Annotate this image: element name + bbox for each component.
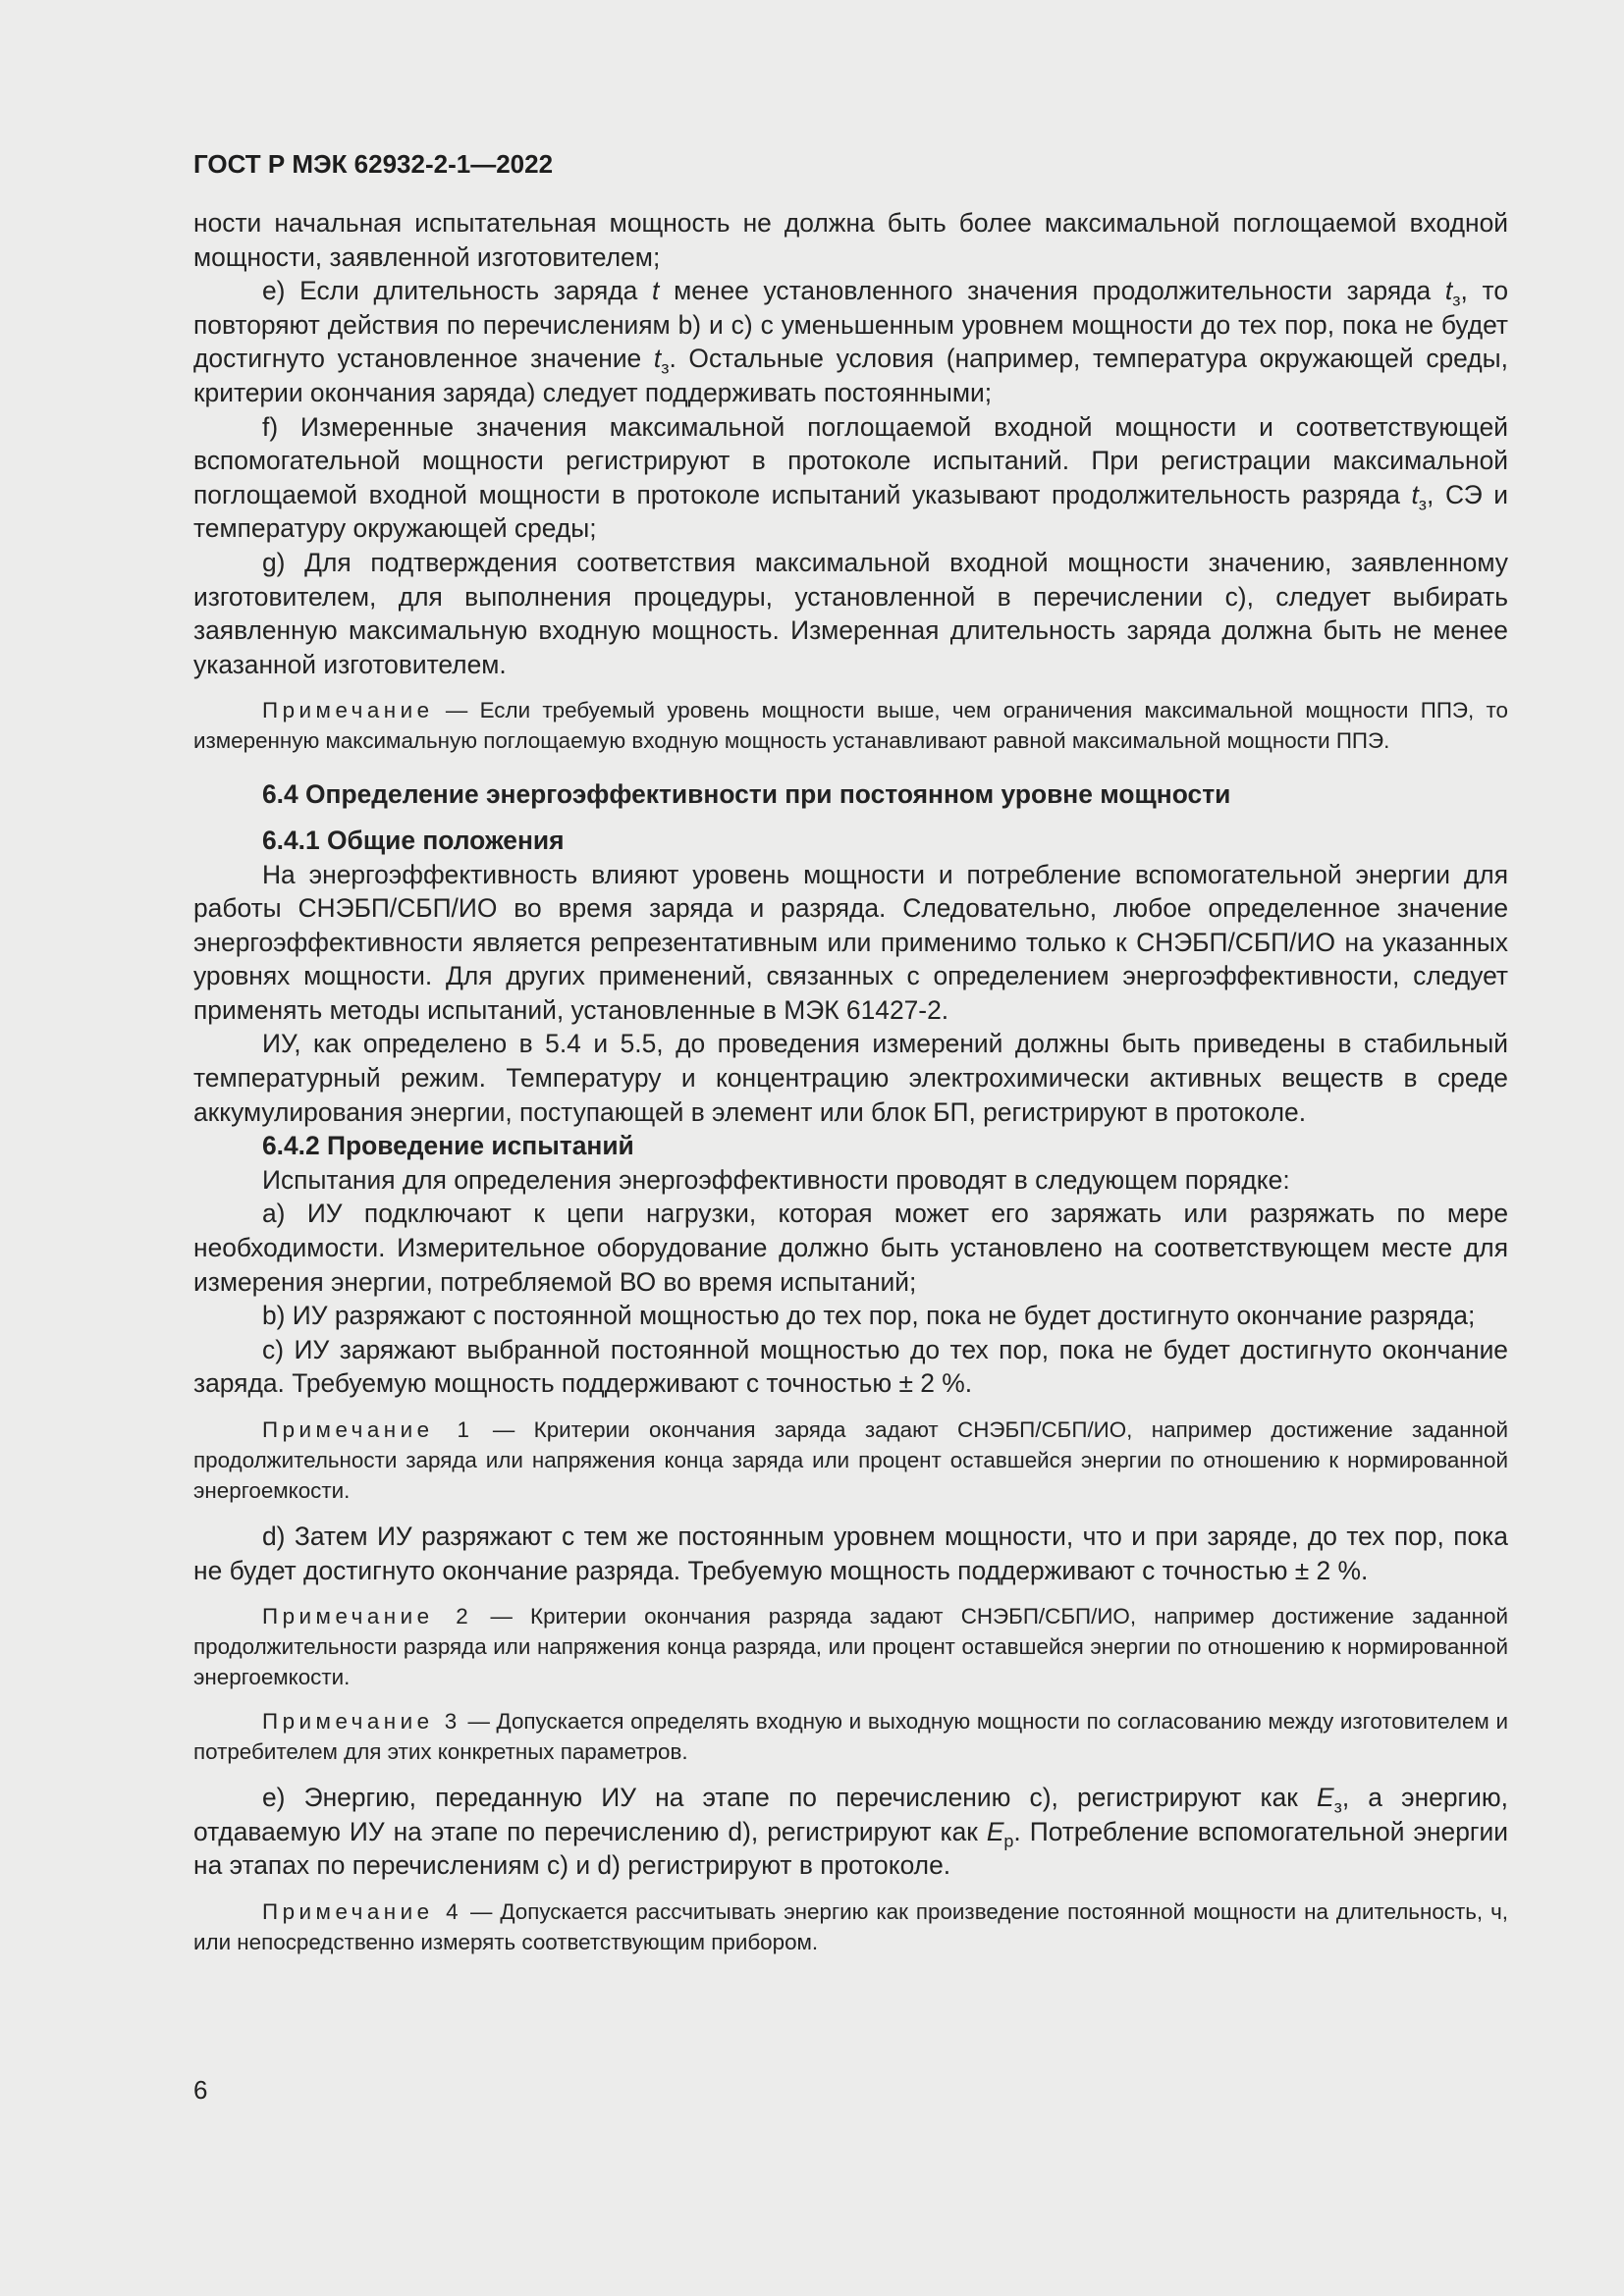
note-1-charge-end: Примечание 1 — Критерии окончания заряда задают СНЭБП/СБП/ИО, например достижение заданной продолжительности заряда или напряжения конца заряда или процент оставшейся энергии по отношению к нормированной энергоемкости.	[193, 1417, 1508, 1503]
paragraph-6-4-1-2: ИУ, как определено в 5.4 и 5.5, до проведения измерений должны быть приведены в стабильный температурный режим. Температуру и концентрацию электрохимически активных веществ в среде аккумулирования энергии, поступающей в элемент или блок БП, регистрируют в протоколе.	[193, 1029, 1508, 1127]
item-g-conformity: g) Для подтверждения соответствия максимальной входной мощности значению, заявленному изготовителем, для выполнения процедуры, установленной в перечислении c), следует выбирать заявленную максимальную входную мощность. Измеренная длительность заряда должна быть не менее указанной изготовителем.	[193, 547, 1508, 679]
item-b-discharge: b) ИУ разряжают с постоянной мощностью до тех пор, пока не будет достигнуто окончание разряда;	[262, 1301, 1476, 1331]
item-f-measured-values: f) Измеренные значения максимальной поглощаемой входной мощности и соответствующей вспомогательной мощности регистрируют в протоколе испытаний. При регистрации максимальной поглощаемой входной мощности в протоколе испытаний указывают продолжительность разряда $t_з$, СЭ и температуру окружающей среды;	[193, 411, 1508, 544]
paragraph-6-4-2-intro: Испытания для определения энергоэффективности проводят в следующем порядке:	[262, 1164, 1290, 1195]
paragraph-6-4-1-1: На энергоэффективность влияют уровень мощности и потребление вспомогательной энергии для работы СНЭБП/СБП/ИО во время заряда и разряда. Следовательно, любое определенное значение энергоэффективности является репрезентативным или применимо только к СНЭБП/СБП/ИО на указанных уровнях мощности. Для других применений, связанных с определением энергоэффективности, следует применять методы испытаний, установленные в МЭК 61427-2.	[193, 859, 1508, 1025]
paragraph-continuation: ности начальная испытательная мощность не должна быть более максимальной поглощаемой входной мощности, заявленной изготовителем;	[193, 208, 1508, 272]
section-heading-6-4-2: 6.4.2 Проведение испытаний	[262, 1131, 634, 1161]
note-4-energy-calculation: Примечание 4 — Допускается рассчитывать энергию как произведение постоянной мощности на длительность, ч, или непосредственно измерять соответствующим прибором.	[193, 1898, 1508, 1954]
document-body	[193, 206, 1508, 1957]
section-heading-6-4: 6.4 Определение энергоэффективности при постоянном уровне мощности	[262, 779, 1231, 810]
item-c-charge: c) ИУ заряжают выбранной постоянной мощностью до тех пор, пока не будет достигнуто окончание заряда. Требуемую мощность поддерживают с точностью ± 2 %.	[193, 1334, 1508, 1399]
note-2-discharge-end: Примечание 2 — Критерии окончания разряда задают СНЭБП/СБП/ИО, например достижение заданной продолжительности разряда или напряжения конца разряда, или процент оставшейся энергии по отношению к нормированной энергоемкости.	[193, 1604, 1508, 1690]
note-3-input-output-power: Примечание 3 — Допускается определять входную и выходную мощности по согласованию между изготовителем и потребителем для этих конкретных параметров.	[193, 1709, 1508, 1765]
item-d-discharge-same-level: d) Затем ИУ разряжают с тем же постоянным уровнем мощности, что и при заряде, до тех пор, пока не будет достигнуто окончание разряда. Требуемую мощность поддерживают с точностью ± 2 %.	[193, 1522, 1508, 1585]
item-e-charge-duration: e) Если длительность заряда t менее установленного значения продолжительности заряда $t_з$, то повторяют действия по перечислениям b) и c) с уменьшенным уровнем мощности до тех пор, пока не будет достигнуто установленное значение $t_з$. Остальные условия (например, температура окружающей среды, критерии окончания заряда) следует поддерживать постоянными;	[193, 276, 1509, 407]
section-heading-6-4-1: 6.4.1 Общие положения	[262, 825, 565, 855]
document-header: ГОСТ Р МЭК 62932-2-1—2022	[193, 149, 554, 179]
item-a-connect-load: a) ИУ подключают к цепи нагрузки, которая может его заряжать или разряжать по мере необходимости. Измерительное оборудование должно быть установлено на соответствующем месте для измерения энергии, потребляемой ВО во время испытаний;	[193, 1199, 1508, 1297]
note-power-limit: Примечание — Если требуемый уровень мощности выше, чем ограничения максимальной мощности ППЭ, то измеренную максимальную поглощаемую входную мощность устанавливают равной максимальной мощности ППЭ.	[193, 698, 1508, 754]
page-number: 6	[193, 2075, 208, 2105]
item-e-energy-record: e) Энергию, переданную ИУ на этапе по перечислению c), регистрируют как $E_з$, а энергию, отдаваемую ИУ на этапе по перечислению d), регистрируют как $E_р$. Потребление вспомогательной энергии на этапах по перечислениям c) и d) регистрируют в протоколе.	[193, 1783, 1508, 1881]
